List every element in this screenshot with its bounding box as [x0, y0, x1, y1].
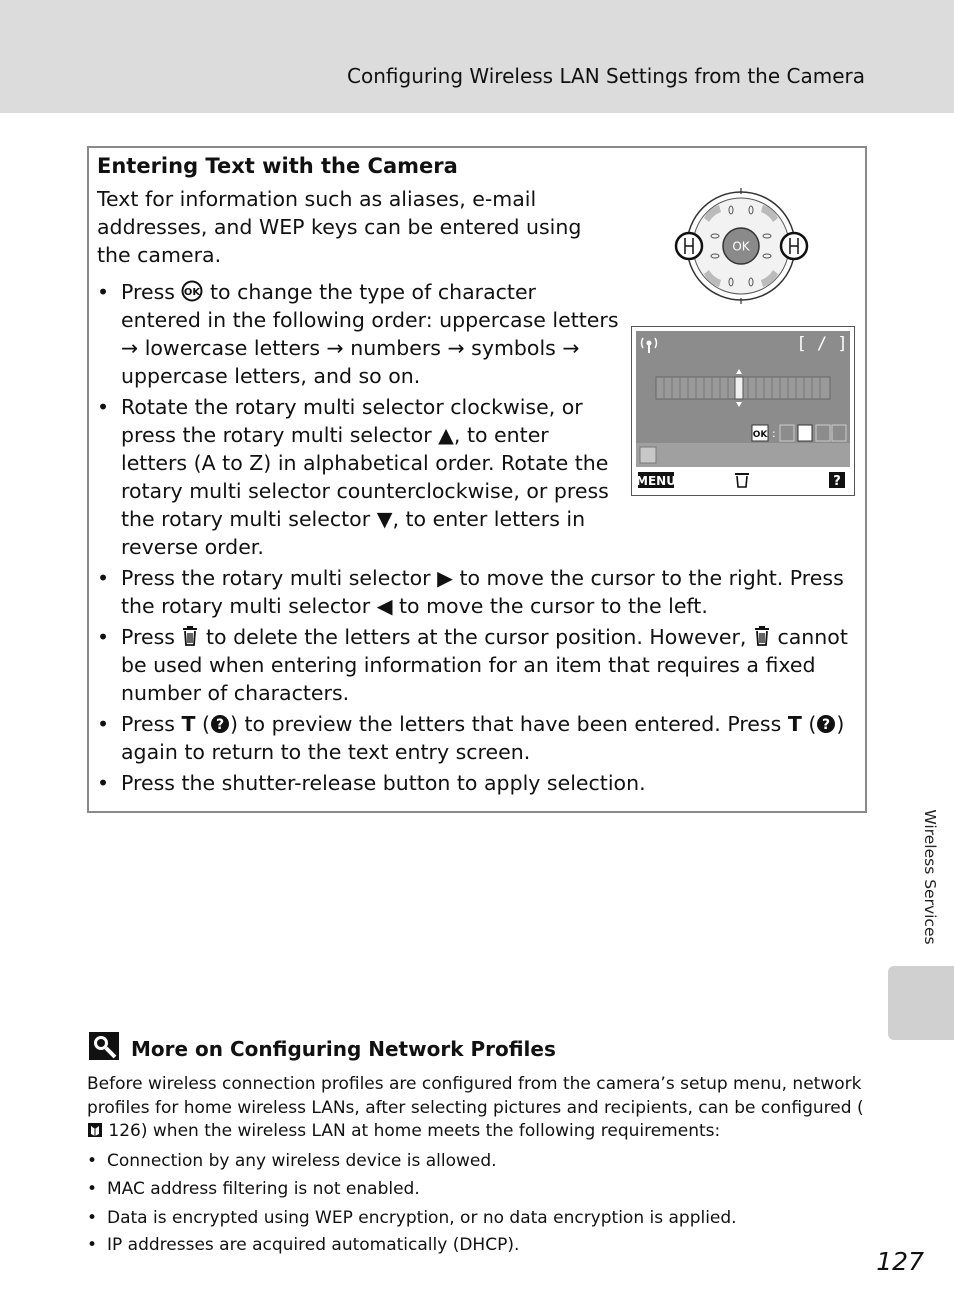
note-paragraph	[87, 1073, 867, 1144]
section-side-tab	[888, 966, 954, 1040]
page-number: 127	[876, 1247, 924, 1276]
book-icon	[87, 1122, 103, 1138]
lcd-counter: [ / ]	[796, 334, 848, 354]
camera-lcd-illustration	[631, 326, 855, 496]
lcd-menu-label: MENU	[636, 474, 676, 488]
help-icon	[816, 714, 836, 734]
bullet4-a: Press	[121, 625, 175, 649]
bullet2-c: , to enter letters in reverse order.	[121, 507, 586, 559]
trash-icon	[753, 625, 771, 647]
svg-text::: :	[772, 427, 776, 440]
dial-ok-label: OK	[732, 239, 750, 254]
bullet4-b: to delete the letters at the cursor position. However,	[206, 625, 747, 649]
page-header-title: Configuring Wireless LAN Settings from the Camera	[347, 64, 865, 88]
bullet-dot: •	[97, 712, 110, 736]
bullet2-a: Rotate the rotary multi selector clockwise, or press the rotary multi selector	[121, 395, 583, 447]
note-list-item: • MAC address filtering is not enabled.	[87, 1179, 420, 1199]
bullet6-text: Press the shutter-release button to apply selection.	[121, 771, 646, 795]
section-side-label-text: Wireless Services	[921, 809, 939, 945]
svg-text:?: ?	[822, 717, 831, 733]
bullet3-a: Press the rotary multi selector	[121, 566, 431, 590]
note-icon	[88, 1031, 120, 1061]
svg-text:OK: OK	[184, 287, 201, 298]
bullet4-c: cannot be used when entering information for an item that requires a fixed number of characters.	[121, 625, 848, 705]
note-item-text: Data is encrypted using WEP encryption, or no data encryption is applied.	[107, 1208, 737, 1228]
bullet5-b: (	[202, 712, 210, 736]
bullet-dot: •	[97, 771, 110, 795]
up-triangle-icon: ▲	[438, 423, 454, 447]
note-para-a: Before wireless connection profiles are configured from the camera’s setup menu, network profiles for home wireless LANs, after selecting pictures and recipients, can be configured (	[87, 1074, 864, 1118]
ok-button-icon	[181, 280, 203, 302]
box-title: Entering Text with the Camera	[97, 154, 458, 178]
lcd-help-label: ?	[833, 474, 841, 489]
bullet-dot: •	[97, 280, 110, 304]
svg-text:?: ?	[215, 717, 225, 733]
bullet3-c: to move the cursor to the left.	[398, 594, 708, 618]
bullet-dot: •	[97, 395, 110, 419]
tele-t-label: T	[787, 712, 802, 736]
note-item-text: Connection by any wireless device is allowed.	[107, 1151, 497, 1171]
svg-text:OK: OK	[752, 430, 768, 440]
header-band	[0, 0, 954, 113]
rotary-multi-selector-illustration	[629, 188, 859, 308]
bullet-dot: •	[97, 625, 110, 649]
tele-t-label: T	[181, 712, 196, 736]
right-triangle-icon: ▶	[437, 566, 453, 590]
bullet3-b: to move the cursor to the right. Press the rotary multi selector	[121, 566, 844, 618]
bullet-dot: •	[97, 566, 110, 590]
bullet5-e: ) again to return to the text entry screen.	[121, 712, 845, 764]
note-item-text: IP addresses are acquired automatically (DHCP).	[107, 1235, 520, 1255]
bullet1-pre: Press	[121, 280, 175, 304]
note-item-text: MAC address filtering is not enabled.	[107, 1179, 420, 1199]
help-icon	[210, 714, 230, 734]
box-intro: Text for information such as aliases, e-mail addresses, and WEP keys can be entered using the camera.	[97, 187, 582, 267]
section-side-label	[910, 798, 939, 958]
note-list-item: • IP addresses are acquired automatically (DHCP).	[87, 1235, 520, 1255]
bullet1-post: to change the type of character entered in the following order: uppercase letters → lowercase letters → numbers → symbols → uppercase letters, and so on.	[121, 280, 619, 388]
note-para-b: ) when the wireless LAN at home meets the following requirements:	[140, 1121, 721, 1142]
trash-icon	[181, 625, 199, 647]
note-para-ref: 126	[108, 1121, 141, 1142]
lcd-screen	[632, 327, 854, 495]
down-triangle-icon: ▼	[376, 507, 393, 531]
note-list-item: • Connection by any wireless device is allowed.	[87, 1151, 497, 1171]
bullet2-b: , to enter letters (A to Z) in alphabetical order. Rotate the rotary multi selector counterclockwise, or press the rotary multi selector	[121, 423, 609, 531]
bullet5-a: Press	[121, 712, 175, 736]
note-title: More on Configuring Network Profiles	[131, 1037, 556, 1061]
left-triangle-icon: ◀	[376, 594, 393, 618]
bullet5-d: (	[808, 712, 817, 736]
trash-icon	[735, 473, 749, 487]
info-box	[87, 146, 867, 813]
bullet5-c: ) to preview the letters that have been entered. Press	[230, 712, 782, 736]
note-list-item: • Data is encrypted using WEP encryption, or no data encryption is applied.	[87, 1208, 737, 1228]
